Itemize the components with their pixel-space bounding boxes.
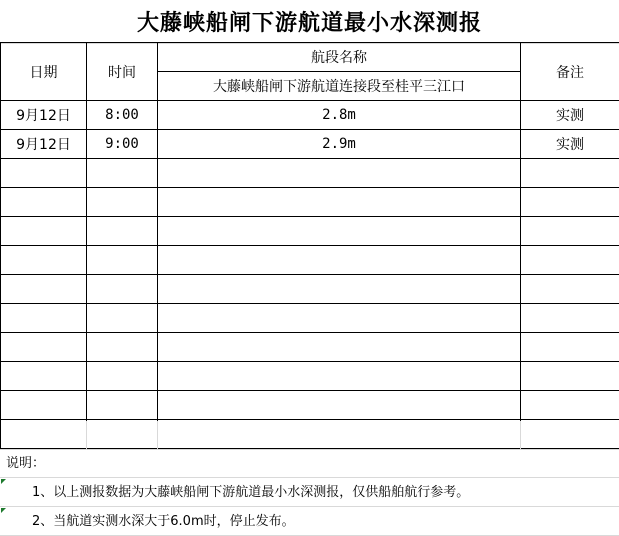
empty-cell bbox=[521, 246, 619, 275]
header-segment-group: 航段名称 bbox=[158, 43, 521, 72]
empty-cell bbox=[1, 391, 87, 420]
row-date: 9月12日 bbox=[1, 101, 87, 130]
empty-row bbox=[1, 304, 619, 333]
row-date: 9月12日 bbox=[1, 130, 87, 159]
row-depth: 2.8m bbox=[158, 101, 521, 130]
empty-cell bbox=[521, 362, 619, 391]
row-time: 8:00 bbox=[87, 101, 158, 130]
sheet-gridline bbox=[0, 421, 619, 450]
empty-cell bbox=[1, 333, 87, 362]
empty-cell bbox=[158, 304, 521, 333]
empty-cell bbox=[1, 275, 87, 304]
empty-row bbox=[1, 275, 619, 304]
notes-section bbox=[0, 421, 619, 536]
note-item-1: 1、以上测报数据为大藤峡船闸下游航道最小水深测报，仅供船舶航行参考。 bbox=[32, 485, 470, 500]
empty-cell bbox=[521, 159, 619, 188]
empty-row bbox=[1, 188, 619, 217]
empty-cell bbox=[1, 159, 87, 188]
empty-cell bbox=[87, 217, 158, 246]
header-date: 日期 bbox=[1, 43, 87, 101]
empty-cell bbox=[87, 391, 158, 420]
empty-cell bbox=[158, 246, 521, 275]
empty-cell bbox=[521, 304, 619, 333]
empty-row bbox=[1, 333, 619, 362]
table-row bbox=[1, 130, 619, 159]
empty-row bbox=[1, 391, 619, 420]
empty-cell bbox=[87, 275, 158, 304]
empty-cell bbox=[158, 188, 521, 217]
cell-comment-marker-icon bbox=[1, 479, 6, 484]
empty-cell bbox=[158, 275, 521, 304]
table-row bbox=[1, 101, 619, 130]
empty-cell bbox=[158, 362, 521, 391]
header-segment-name: 大藤峡船闸下游航道连接段至桂平三江口 bbox=[158, 72, 521, 101]
notes-label: 说明： bbox=[6, 456, 46, 471]
sheet-gridline-col bbox=[520, 421, 521, 449]
note-item-2: 2、当航道实测水深大于6.0m时，停止发布。 bbox=[32, 514, 295, 529]
sheet-gridline-col bbox=[86, 421, 87, 449]
empty-row bbox=[1, 159, 619, 188]
empty-cell bbox=[158, 159, 521, 188]
cell-comment-marker-icon bbox=[1, 508, 6, 513]
empty-row bbox=[1, 362, 619, 391]
empty-cell bbox=[87, 304, 158, 333]
header-time: 时间 bbox=[87, 43, 158, 101]
row-time: 9:00 bbox=[87, 130, 158, 159]
empty-cell bbox=[1, 217, 87, 246]
header-remark: 备注 bbox=[521, 43, 619, 101]
report-title: 大藤峡船闸下游航道最小水深测报 bbox=[0, 0, 619, 44]
empty-cell bbox=[521, 217, 619, 246]
empty-cell bbox=[87, 188, 158, 217]
empty-cell bbox=[87, 362, 158, 391]
sheet-gridline-col bbox=[157, 421, 158, 449]
empty-row bbox=[1, 217, 619, 246]
depth-report-table bbox=[0, 42, 619, 449]
empty-row bbox=[1, 246, 619, 275]
empty-cell bbox=[1, 246, 87, 275]
empty-cell bbox=[521, 333, 619, 362]
empty-cell bbox=[158, 217, 521, 246]
empty-cell bbox=[1, 188, 87, 217]
empty-cell bbox=[1, 304, 87, 333]
row-depth: 2.9m bbox=[158, 130, 521, 159]
row-remark: 实测 bbox=[521, 101, 619, 130]
empty-cell bbox=[87, 159, 158, 188]
sheet-gridline bbox=[0, 449, 619, 478]
empty-cell bbox=[87, 246, 158, 275]
empty-cell bbox=[158, 391, 521, 420]
empty-cell bbox=[521, 188, 619, 217]
empty-cell bbox=[158, 333, 521, 362]
empty-cell bbox=[521, 275, 619, 304]
empty-cell bbox=[521, 391, 619, 420]
empty-cell bbox=[1, 362, 87, 391]
empty-cell bbox=[87, 333, 158, 362]
row-remark: 实测 bbox=[521, 130, 619, 159]
